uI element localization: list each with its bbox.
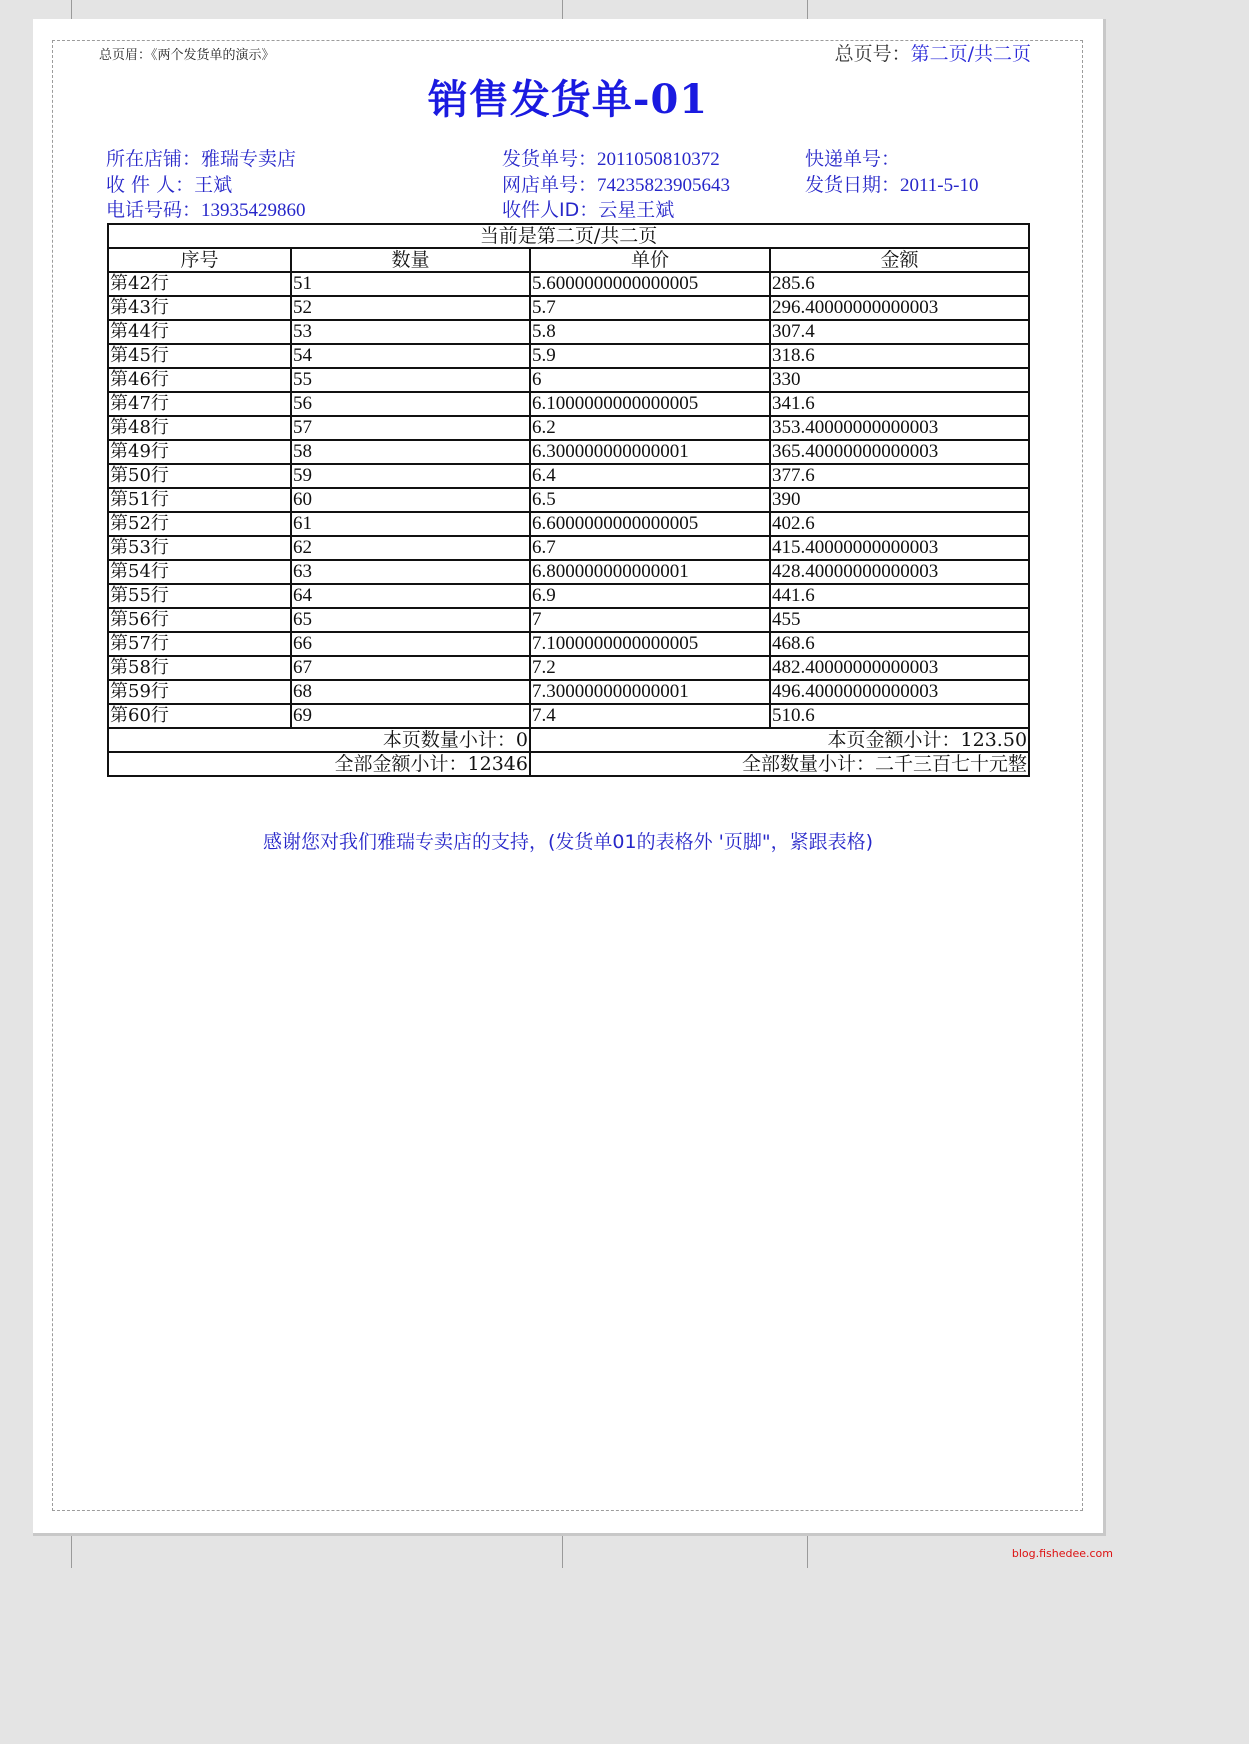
quantity-cell: 67 [291,656,530,680]
row-index-cell: 第46行 [108,368,291,392]
table-row [108,392,1029,416]
page-amount-subtotal: 本页金额小计：123.50 [530,728,1029,752]
total-qty: 全部数量小计：二千三百七十元整 [530,752,1029,776]
row-index-cell: 第56行 [108,608,291,632]
quantity-cell: 68 [291,680,530,704]
table-footer-note: 感谢您对我们雅瑞专卖店的支持，(发货单01的表格外 '页脚"，紧跟表格) [262,831,873,853]
amount-cell: 353.40000000000003 [770,416,1029,440]
page-qty-subtotal: 本页数量小计：0 [108,728,530,752]
guide-line [562,1536,563,1568]
row-index-cell: 第55行 [108,584,291,608]
quantity-cell: 56 [291,392,530,416]
store-label: 所在店铺： [106,148,202,170]
table-row [108,416,1029,440]
total-amount: 全部金额小计：12346 [108,752,530,776]
unit-price-cell: 6.800000000000001 [530,560,770,584]
table-caption: 当前是第二页/共二页 [108,224,1029,248]
table-row [108,680,1029,704]
table-header-row [108,248,1029,272]
unit-price-cell: 5.7 [530,296,770,320]
table-row [108,296,1029,320]
amount-cell: 455 [770,608,1029,632]
ship-no-value: 2011050810372 [597,149,720,170]
quantity-cell: 58 [291,440,530,464]
shop-order-label: 网店单号： [502,174,598,196]
row-index-cell: 第44行 [108,320,291,344]
quantity-cell: 65 [291,608,530,632]
table-row [108,440,1029,464]
quantity-cell: 62 [291,536,530,560]
phone-field [106,195,306,222]
amount-cell: 468.6 [770,632,1029,656]
unit-price-cell: 7.4 [530,704,770,728]
row-index-cell: 第51行 [108,488,291,512]
recipient-field [106,170,232,197]
quantity-cell: 57 [291,416,530,440]
quantity-cell: 64 [291,584,530,608]
amount-cell: 496.40000000000003 [770,680,1029,704]
ship-date-field [805,170,978,197]
print-page [33,19,1106,1536]
unit-price-cell: 5.8 [530,320,770,344]
amount-cell: 377.6 [770,464,1029,488]
ship-date-label: 发货日期： [805,174,901,196]
recipient-id-label: 收件人ID： [502,199,599,221]
row-index-cell: 第60行 [108,704,291,728]
row-index-cell: 第54行 [108,560,291,584]
express-label: 快递单号： [805,148,901,170]
table-row [108,560,1029,584]
unit-price-cell: 5.9 [530,344,770,368]
quantity-cell: 60 [291,488,530,512]
quantity-cell: 69 [291,704,530,728]
page-number-value: 第二页/共二页 [910,43,1031,65]
recipient-id-field [502,195,674,222]
row-index-cell: 第47行 [108,392,291,416]
row-index-cell: 第43行 [108,296,291,320]
amount-cell: 318.6 [770,344,1029,368]
amount-cell: 341.6 [770,392,1029,416]
shop-order-value: 74235823905643 [597,175,731,196]
unit-price-cell: 6.1000000000000005 [530,392,770,416]
column-header-unit-price: 单价 [530,248,770,272]
amount-cell: 428.40000000000003 [770,560,1029,584]
row-index-cell: 第59行 [108,680,291,704]
table-row [108,536,1029,560]
guide-line [71,1536,72,1568]
page-number [835,39,1031,66]
page-header-left: 总页眉：《两个发货单的演示》 [99,48,275,63]
table-caption-row [108,224,1029,248]
row-index-cell: 第48行 [108,416,291,440]
express-field [805,144,900,171]
amount-cell: 285.6 [770,272,1029,296]
guide-line [807,1536,808,1568]
guide-line [562,0,563,19]
phone-value: 13935429860 [201,200,306,221]
quantity-cell: 63 [291,560,530,584]
unit-price-cell: 6.2 [530,416,770,440]
table-row [108,512,1029,536]
store-value: 雅瑞专卖店 [201,148,297,170]
recipient-value: 王斌 [194,174,233,196]
unit-price-cell: 6.5 [530,488,770,512]
table-row [108,608,1029,632]
row-index-cell: 第53行 [108,536,291,560]
ship-no-label: 发货单号： [502,148,598,170]
table-row [108,488,1029,512]
table-row [108,320,1029,344]
document-title: 销售发货单-01 [427,76,709,123]
row-index-cell: 第42行 [108,272,291,296]
row-index-cell: 第52行 [108,512,291,536]
amount-cell: 307.4 [770,320,1029,344]
unit-price-cell: 6.6000000000000005 [530,512,770,536]
quantity-cell: 52 [291,296,530,320]
amount-cell: 390 [770,488,1029,512]
unit-price-cell: 7.300000000000001 [530,680,770,704]
phone-label: 电话号码： [106,199,202,221]
recipient-id-value: 云星王斌 [598,199,675,221]
page-subtotal-row [108,728,1029,752]
watermark: blog.fishedee.com [1011,1547,1113,1560]
quantity-cell: 59 [291,464,530,488]
guide-line [71,0,72,19]
row-index-cell: 第45行 [108,344,291,368]
unit-price-cell: 5.6000000000000005 [530,272,770,296]
unit-price-cell: 6.4 [530,464,770,488]
items-table [107,223,1030,777]
unit-price-cell: 7 [530,608,770,632]
ship-no-field [502,144,720,171]
shop-order-field [502,170,730,197]
table-row [108,632,1029,656]
amount-cell: 482.40000000000003 [770,656,1029,680]
amount-cell: 330 [770,368,1029,392]
ship-date-value: 2011-5-10 [900,175,979,196]
row-index-cell: 第49行 [108,440,291,464]
unit-price-cell: 7.2 [530,656,770,680]
store-field [106,144,296,171]
unit-price-cell: 6.7 [530,536,770,560]
guide-line [807,0,808,19]
quantity-cell: 61 [291,512,530,536]
quantity-cell: 66 [291,632,530,656]
table-row [108,344,1029,368]
unit-price-cell: 6.300000000000001 [530,440,770,464]
row-index-cell: 第58行 [108,656,291,680]
grand-total-row [108,752,1029,776]
quantity-cell: 51 [291,272,530,296]
table-row [108,464,1029,488]
table-row [108,656,1029,680]
quantity-cell: 53 [291,320,530,344]
amount-cell: 415.40000000000003 [770,536,1029,560]
column-header-index: 序号 [108,248,291,272]
column-header-amount: 金额 [770,248,1029,272]
amount-cell: 296.40000000000003 [770,296,1029,320]
table-row [108,704,1029,728]
table-row [108,584,1029,608]
row-index-cell: 第57行 [108,632,291,656]
amount-cell: 402.6 [770,512,1029,536]
table-row [108,272,1029,296]
amount-cell: 441.6 [770,584,1029,608]
unit-price-cell: 6.9 [530,584,770,608]
column-header-quantity: 数量 [291,248,530,272]
unit-price-cell: 6 [530,368,770,392]
amount-cell: 510.6 [770,704,1029,728]
page-number-label: 总页号： [834,43,911,65]
recipient-label: 收 件 人： [106,174,195,196]
amount-cell: 365.40000000000003 [770,440,1029,464]
quantity-cell: 54 [291,344,530,368]
table-row [108,368,1029,392]
row-index-cell: 第50行 [108,464,291,488]
unit-price-cell: 7.1000000000000005 [530,632,770,656]
quantity-cell: 55 [291,368,530,392]
